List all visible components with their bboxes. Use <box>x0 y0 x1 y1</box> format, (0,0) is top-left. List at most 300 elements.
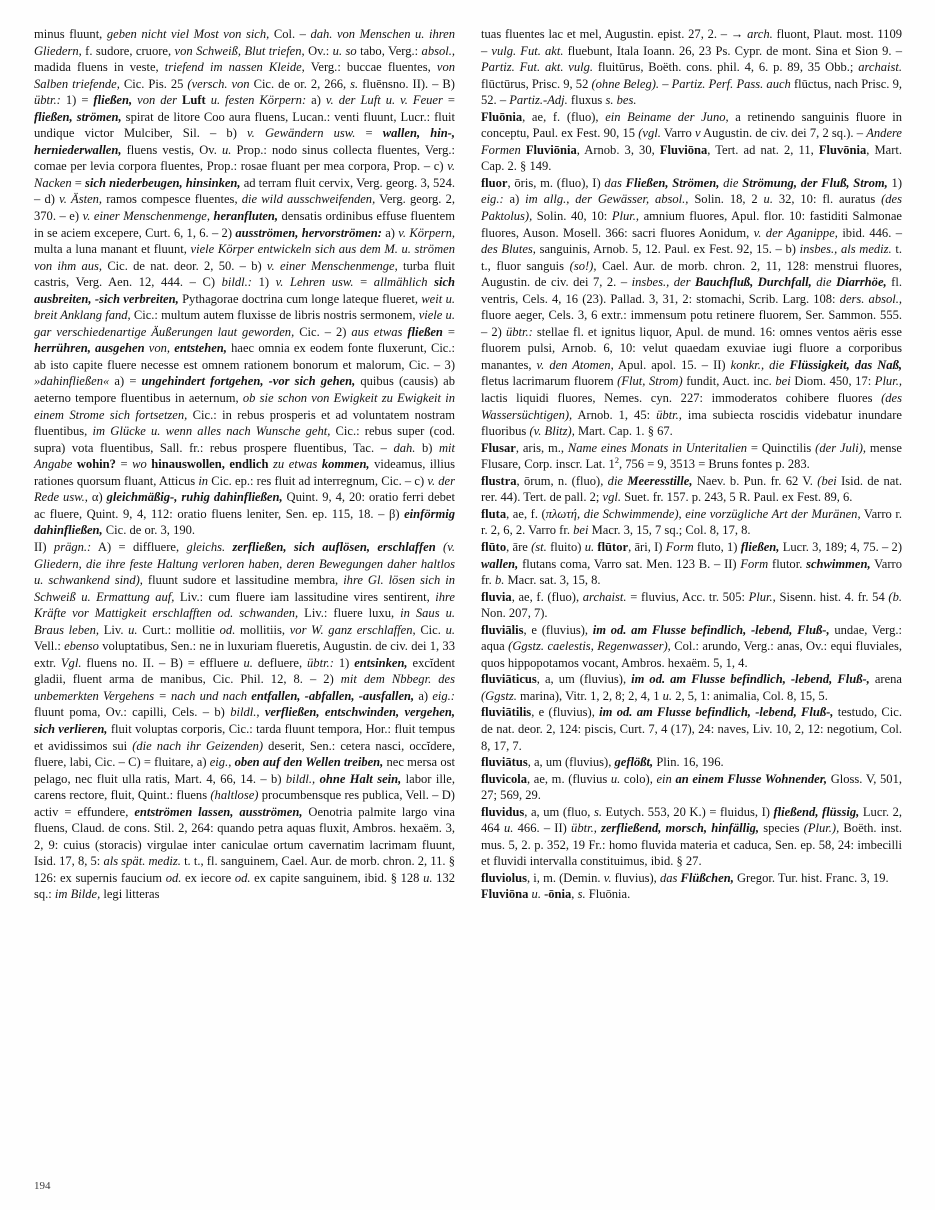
text-run: ungehindert fortgehen, -vor sich gehen, <box>141 374 356 389</box>
text-run: Col.: arundo, Verg.: anas, Ov.: equi fluviales, quos hippopotamos vocant, Ambros. hexaëm. 5, 1, 4. <box>481 639 903 670</box>
text-run: Form <box>665 539 694 554</box>
text-run: excĭdent gladii, fluent arma de manibus, Cic. Phil. 12, 8. – 2) <box>34 655 456 687</box>
text-run: viele Körper entwickeln sich aus dem M. u. strömen von ihm aus, <box>34 242 455 273</box>
text-run: stellae fl. et ignitus liquor, Apul. de mund. 16: omnes ventos aëris esse fluorem pulsi, Arnob. 6, 10: velut quaedam exuviae iugi fluore a corporibus manantes, <box>481 324 903 372</box>
text-run: wohin? <box>72 457 116 472</box>
page-number: 194 <box>34 1180 51 1192</box>
text-run: vgl. <box>602 490 622 505</box>
text-run: schwimmen, <box>806 556 871 571</box>
text-run: Cic. de or. 2, 266, <box>249 76 351 91</box>
text-run: fluont, Plaut. most. 1109 – <box>481 27 902 58</box>
text-run: bildl., <box>230 705 260 720</box>
text-run: (v. Gliedern, die ihre feste Haltung verloren haben, deren Bewegungen daher haltlos u. schwankend sind), <box>34 539 456 588</box>
text-run: Ov.: <box>304 43 333 58</box>
text-run: = <box>442 324 455 339</box>
text-run: fluviāticus <box>481 672 537 687</box>
text-run: , Tert. ad nat. 2, 11, <box>707 142 819 157</box>
text-run: weit u. breit Anklang fand, <box>34 291 455 323</box>
text-run: Fluvōnia <box>818 142 867 157</box>
text-run: fluore aeger, Cels. 3, 6 extr.: immensum potu retinere fluorem, Ser. Sammon. 555. – 2) <box>481 308 902 339</box>
dictionary-entry <box>481 804 902 870</box>
text-run: α) <box>87 490 107 505</box>
text-run: fluēnsno. II). – B) <box>358 76 455 91</box>
text-run: , āri, I) <box>628 539 666 554</box>
text-run: im od. <box>592 622 627 637</box>
text-run: labor ille, carens rectore, fluit, Quint.: fluens <box>34 771 455 803</box>
text-run: von, <box>144 341 171 356</box>
text-run: des Blutes, <box>481 242 536 257</box>
text-run: undae, Verg.: aqua <box>481 622 903 654</box>
text-run: = Quinctilis <box>747 440 816 455</box>
text-run: Suet. fr. 157. p. 243, 5 R. Paul. ex Fest. 89, 6. <box>621 490 853 505</box>
text-run: fließend, flüssig, <box>773 804 860 819</box>
text-run: = <box>71 175 86 190</box>
right-text-column <box>481 26 902 1176</box>
text-run: Varro r. r. 2, 6, 2. Varro fr. <box>481 506 902 538</box>
text-run: v. <box>603 870 612 885</box>
text-run: Strömung, der Fluß, Strom, <box>738 175 888 190</box>
text-run: legi litteras <box>100 887 160 902</box>
text-run: fluxus <box>567 93 606 108</box>
text-run: Cic. de nat. deor. 2, 50. – b) <box>102 258 267 273</box>
text-run: Cic. – 2) <box>294 324 352 339</box>
text-run: u. <box>128 622 138 637</box>
text-run: mollitiis, <box>235 622 290 637</box>
text-run: mit Angabe <box>34 440 455 472</box>
left-text-column <box>34 26 455 1176</box>
text-run: 1) <box>887 175 903 190</box>
text-run: Varro fr. <box>481 556 902 588</box>
text-run: zerfließen, sich auflösen, erschlaffen <box>225 539 436 554</box>
dictionary-entry <box>481 671 902 704</box>
text-run: densatis ordinibus effuse fluentem in se aciem excepere, Curt. 6, 1, 6. – 2) <box>34 209 455 240</box>
text-run: (versch. von <box>187 76 250 91</box>
dictionary-entry <box>481 26 902 109</box>
text-run: s. bes. <box>605 93 637 108</box>
text-run: prägn.: <box>53 539 92 554</box>
text-run: aus etwas <box>351 324 403 339</box>
text-run: in <box>198 473 209 488</box>
text-run: Diarrhöe, <box>831 275 887 290</box>
text-run: spirat de litore Coo aura fluens, Lucan.: venti fluunt, Lucr.: fluit undique victor Mulciber, Sil. – b) <box>34 109 456 141</box>
text-run: Cic.: in rebus prosperis et ad voluntatem nostram fluentibus, <box>34 407 456 439</box>
text-run: a) <box>503 192 526 207</box>
text-run: entstehen, <box>170 341 227 356</box>
text-run: archaist. <box>858 60 902 75</box>
text-run: , ae, m. (fluvius <box>527 771 611 786</box>
text-run: Macr. sat. 3, 15, 8. <box>504 573 601 588</box>
text-run: Isid. de nat. rer. 44). Tert. de pall. 2; <box>481 473 902 505</box>
text-run: Luft <box>182 93 206 108</box>
text-run: (haltlose) <box>210 788 259 803</box>
text-run: Fluōnia <box>481 109 523 124</box>
text-run: marina), Vitr. 1, 2, 8; 2, 4, 1 <box>516 688 663 703</box>
text-run: sanguinis, Arnob. 5, 12. Paul. ex Fest. 92, 15. – b) <box>535 242 800 257</box>
text-run: defluere, <box>252 655 308 670</box>
text-run: flūctus, nach Prisc. 9, 52. – <box>481 76 902 108</box>
dictionary-entry <box>481 440 902 473</box>
text-run: v. Ästen, <box>59 192 103 207</box>
text-run: videamus, illius rationes quorsum fluant, Atticus <box>34 457 455 488</box>
text-run: amnium fluores, Apul. flor. 10: fastiditi Salmonae fluores, Auson. Mosell. 366: sacri fluores Aonidum, <box>481 209 902 240</box>
text-run: fletus lacrimarum fluorem <box>481 374 618 389</box>
text-run: heranfluten, <box>209 209 278 224</box>
text-run: , ōris, m. (fluo), I) <box>507 175 605 190</box>
text-run: zu etwas <box>268 457 318 472</box>
text-run: zerfließend, morsch, hinfällig, <box>596 821 760 836</box>
text-run: Augustin. de civ. dei 7, 2 sq.). – <box>700 126 867 141</box>
text-run: u. <box>243 655 253 670</box>
text-run: fundit, Auct. inc. <box>682 374 776 389</box>
dictionary-entry <box>481 771 902 804</box>
text-run: am Flusse befindlich, -lebend, Fluß-, <box>665 672 870 687</box>
text-run: fließen <box>402 324 443 339</box>
text-run: 2, 5, 1: animalia, Col. 8, 15, 5. <box>672 688 828 703</box>
text-run: ex capite sanguinem, ibid. § 128 <box>250 870 424 885</box>
text-run: hinauswollen, endlich <box>146 457 269 472</box>
text-run: species <box>759 821 804 836</box>
text-run: , <box>571 887 578 902</box>
text-run: 1) = <box>60 93 94 108</box>
text-run: Partiz. Fut. akt. vulg. <box>481 60 594 75</box>
text-run: fließen, <box>740 539 780 554</box>
text-run: herrühren, ausgehen <box>34 341 145 356</box>
text-run: Lucr. 2, 464 <box>481 804 903 836</box>
text-run: fluens no. II. – B) = effluere <box>81 655 244 670</box>
text-run: 32, 10: fl. auratus <box>772 192 882 207</box>
text-run: a) = <box>109 374 142 389</box>
text-run: u. <box>423 870 433 885</box>
text-run: entsinken, <box>354 655 408 670</box>
text-run: Cic. <box>415 622 446 637</box>
text-run: (der Juli), <box>815 440 867 455</box>
text-run: od. <box>165 870 182 885</box>
dictionary-entry <box>481 886 902 903</box>
text-run: 132 sq.: <box>34 870 455 902</box>
text-run: entströmen lassen, ausströmen, <box>134 804 303 819</box>
text-run: fluviātilis <box>481 705 532 720</box>
text-run: u. <box>584 539 595 554</box>
text-run: , aris, m., <box>515 440 568 455</box>
text-run: Liv.: cum fluere iam lassitudine vires sentirent, <box>174 589 436 604</box>
text-run: von der <box>132 93 182 108</box>
text-run: voluptatibus, Sen.: ne in luxuriam flueretis, Augustin. de civ. dei 1, 33 extr. <box>34 639 455 670</box>
text-run: fluvicola <box>481 771 528 786</box>
text-run: t. t., fl. sanguinem, Cael. Aur. de morb. chron. 2, 11. § 126: ex supernis faucium <box>34 854 455 885</box>
text-run: , a, um (fluvius), <box>527 755 615 770</box>
text-run: , ae, f. ( <box>506 506 546 521</box>
text-run: vulg. Fut. akt. <box>491 43 564 58</box>
text-run: Solin. 18, 2 <box>688 192 764 207</box>
text-run: deserit, Sen.: cetera nasci, occĭdere, fluere, labi, Cic. – C) = fluitare, a) <box>34 738 455 770</box>
text-run: von Salben triefende, <box>34 60 455 91</box>
text-run: arch. <box>747 27 773 41</box>
text-run: u. <box>221 142 232 157</box>
text-run: Liv.: fluere luxu, <box>298 606 401 621</box>
text-run: u. <box>528 887 541 902</box>
text-run: haec omnia ex eodem fonte fluxerunt, Cic.: ab isto capite fluere necesse est omnem rationem bonorum et malorum, Cic. – 3) <box>34 341 456 372</box>
text-run: Macr. 3, 15, 7 sq.; Col. 8, 17, 8. <box>588 523 751 538</box>
text-run: einförmig dahinfließen, <box>34 506 455 538</box>
text-run: übtr., <box>656 407 682 422</box>
text-run: (bei <box>817 473 837 488</box>
text-run: Col. – <box>269 27 311 41</box>
text-run: (v. Blitz), <box>529 424 575 439</box>
text-run: eig.: <box>481 192 504 207</box>
text-run: die <box>811 275 832 290</box>
text-run: Bauchfluß, Durchfall, <box>690 275 812 290</box>
text-run: v. Gewändern usw. <box>247 126 356 141</box>
text-run: (ohne Beleg). – Partiz. Perf. Pass. auch <box>591 76 791 91</box>
text-run: die <box>607 473 624 488</box>
text-run: II) <box>34 539 54 554</box>
text-run: a retinendo sanguinis fluore in conceptu, Paul. ex Fest. 90, 15 <box>481 109 902 141</box>
text-run: tuas fluentes lac et mel, Augustin. epist. 27, 2. – → <box>481 27 748 41</box>
text-run: im od. <box>599 705 633 720</box>
text-run: fluor <box>481 175 508 190</box>
text-run: an einem Flusse Wohnender, <box>671 771 828 786</box>
text-run: , Mart. Cap. 2. § 149. <box>481 142 903 174</box>
text-run: Fließen, Strömen, <box>621 175 720 190</box>
text-run: -ōnia <box>540 887 572 902</box>
text-run: im od. <box>631 672 666 687</box>
text-run: od. <box>219 622 236 637</box>
text-run: Lucr. 3, 189; 4, 75. – 2) <box>779 539 902 554</box>
text-run: arena <box>869 672 902 687</box>
text-run: Gregor. Tur. hist. Franc. 3, 19. <box>733 870 889 885</box>
text-run: 1) <box>333 655 355 670</box>
text-run: die wild ausschweifenden, <box>241 192 376 207</box>
text-run: Arnob. 1, 45: <box>572 407 657 422</box>
text-run: Fluōnia. <box>585 887 631 902</box>
text-run: colo), <box>620 771 657 786</box>
text-run: (des Wassersüchtigen), <box>481 391 902 422</box>
dictionary-entry <box>481 754 902 771</box>
text-run: Flusar <box>481 440 516 455</box>
text-run: v. einer Menschenmenge, <box>266 258 398 273</box>
text-run: u. <box>610 771 621 786</box>
text-run: Meeresstille, <box>623 473 693 488</box>
text-run: Plin. 16, 196. <box>653 755 724 770</box>
text-run: Cic. ep.: res fluit ad interregnum, Cic. – c) <box>208 473 428 488</box>
text-run: Gloss. V, 501, 27; 569, 29. <box>481 771 902 803</box>
text-run: Flüßchen, <box>677 870 734 885</box>
text-run: entfallen, -abfallen, -ausfallen, <box>247 688 415 703</box>
text-run: übtr.: <box>34 93 61 108</box>
dictionary-entry <box>481 622 902 672</box>
text-run: ihre Kräfte vor Mattigkeit erschlafften od. schwanden, <box>34 589 455 621</box>
text-run: flutans coma, Varro sat. Men. 123 B. – II) <box>518 556 741 571</box>
text-run: , e (fluvius), <box>523 622 593 637</box>
text-run: 2 <box>614 456 619 466</box>
text-run: sich niederbeugen, hinsinken, <box>85 175 241 190</box>
text-run: Cic. Pis. 25 <box>119 76 188 91</box>
text-run: fluunt sudore et lassitudine membra, <box>142 573 344 588</box>
text-run: b. <box>494 573 505 588</box>
text-run: im Glücke u. wenn alles nach Wunsche geht, <box>92 424 331 439</box>
text-run: fl. ventris, Cels. 4, 16 (23). Pallad. 3, 31, 2: stomachi, Scrib. Larg. 108: <box>481 275 902 306</box>
text-run: , Arnob. 3, 30, <box>576 142 660 157</box>
text-run: von Schweiß, Blut triefen, <box>174 43 305 58</box>
text-run: Form <box>740 556 769 571</box>
text-run: fluito) <box>546 539 585 554</box>
text-run: fließen, <box>93 93 133 108</box>
text-run: Boëth. inst. mus. 5, 2. p. 352, 19 Fr.: homo fluvida materia et caduca, Sen. ep. 58, 24: imbecilli et fluvidi intervalla constituimus, ibid. § 27. <box>481 821 903 869</box>
text-run: (Ggstz. <box>481 688 517 703</box>
dictionary-entry <box>481 589 902 622</box>
text-run: lactis liquidi fluores, Nemes. cyn. 227: immoderatos cohibere fluores <box>481 391 882 406</box>
text-run: , a, um (fluo, <box>524 804 594 819</box>
text-run: (Flut, Strom) <box>617 374 683 389</box>
text-run: sich ausbreiten, -sich verbreiten, <box>34 275 455 306</box>
text-run: (so!), <box>569 258 597 273</box>
text-run: a) <box>414 688 433 703</box>
text-run: tabo, Verg.: <box>356 43 422 58</box>
text-run: ders. absol., <box>839 291 903 306</box>
text-run: v. der Luft u. v. Feuer <box>325 93 443 108</box>
text-run: archaist. <box>582 589 627 604</box>
text-run: insbes., der <box>631 275 691 290</box>
text-run: bildl., <box>285 771 316 786</box>
text-run: Quint. 9, 4, 20: oratio ferri debet ac fluere, Quint. 9, 4, 112: oratio fluens leniter, Sen. ep. 115, 18. – β) <box>34 490 455 521</box>
text-run: = <box>442 93 455 108</box>
text-run: , a, um (fluvius), <box>536 672 632 687</box>
text-run: das <box>659 870 678 885</box>
text-run: testudo, Cic. de nat. deor. 2, 124: piscis, Curt. 7, 4 (17), 24: naves, Liv. 10, 2, 12: negotium, Col. 8, 17, 7. <box>481 705 902 753</box>
text-run: minus fluunt, <box>34 27 107 41</box>
text-run: verfließen, entschwinden, vergehen, sich verlieren, <box>34 705 455 736</box>
text-run: in Saus u. Braus leben, <box>34 606 455 637</box>
text-run: , ae, f. (fluo), <box>522 109 606 124</box>
text-run: Apul. apol. 15. – II) <box>613 357 731 372</box>
text-run: Fluviōna <box>659 142 708 157</box>
text-run: ausströmen, hervorströmen: <box>235 225 382 240</box>
text-run: eig., <box>209 755 232 770</box>
text-run: Varro <box>660 126 695 141</box>
text-run: od. <box>234 870 251 885</box>
text-run: fluitūrus, Boëth. cons. phil. 4, 6. p. 89, 35 Obb.; <box>593 60 859 75</box>
text-run: wallen, <box>481 556 519 571</box>
text-run: fließen, strömen, <box>34 109 122 124</box>
text-run: , ae, f. (fluo), <box>511 589 583 604</box>
text-run: bei <box>573 523 589 538</box>
text-run: (die nach ihr Geizenden) <box>132 738 264 753</box>
text-run: das <box>604 175 622 190</box>
text-run: vor W. ganz erschlaffen, <box>289 622 416 637</box>
text-run: u. <box>763 192 773 207</box>
text-run: fluviātus <box>481 755 528 770</box>
text-run: Curt.: mollitie <box>137 622 220 637</box>
text-run: ramos compesce fluentes, <box>102 192 242 207</box>
text-run: = <box>353 275 374 290</box>
text-run: fluvia <box>481 589 512 604</box>
text-run: (st. <box>531 539 547 554</box>
text-run: , i, m. (Demin. <box>527 870 604 885</box>
text-run: fluunt poma, Ov.: capilli, Cels. – b) <box>34 705 231 720</box>
text-run: a) <box>381 225 399 240</box>
text-run: ohne Halt sein, <box>315 771 402 786</box>
text-run: (vgl. <box>638 126 661 141</box>
text-run: 466. – II) <box>513 821 572 836</box>
text-run: Plur., <box>611 209 640 224</box>
page-columns <box>34 26 902 1176</box>
text-run: = <box>115 457 133 472</box>
text-run: ihre Gl. lösen sich in Schweiß u. Ermattung auf, <box>34 573 455 604</box>
text-run: t. t., fluor sanguis <box>481 242 902 273</box>
dictionary-entry <box>481 704 902 754</box>
text-run: fluto, 1) <box>693 539 741 554</box>
text-run: s. <box>577 887 586 902</box>
text-run: bei <box>775 374 791 389</box>
text-run: , āre <box>506 539 532 554</box>
text-run: übtr.: <box>505 324 533 339</box>
dictionary-entry <box>481 175 902 440</box>
text-run: u. so <box>332 43 357 58</box>
text-run: »dahinfließen« <box>34 374 110 389</box>
text-run: Verg.: buccae fluentes, <box>304 60 437 75</box>
text-run: kommen, <box>317 457 370 472</box>
text-run: Vell.: <box>34 639 65 654</box>
text-run: , e (fluvius), <box>531 705 600 720</box>
text-run: am Flusse befindlich, -lebend, Fluß-, <box>626 622 830 637</box>
text-run: v. Nacken <box>34 159 455 190</box>
text-run: absol., <box>421 43 456 58</box>
text-run: ex iecore <box>181 870 235 885</box>
text-run: u. <box>504 821 514 836</box>
text-run: fluviālis <box>481 622 524 637</box>
text-run: s. <box>593 804 602 819</box>
text-run: Partiz.-Adj. <box>509 93 568 108</box>
dictionary-entry <box>481 506 902 539</box>
text-run: Solin. 40, 10: <box>532 209 612 224</box>
text-run: übtr., <box>571 821 597 836</box>
text-run: Vgl. <box>60 655 82 670</box>
text-run: ibid. 446. – <box>837 225 902 240</box>
text-run: gleichmäßig-, ruhig dahinfließen, <box>106 490 283 505</box>
text-run: Mart. Cap. 1. § 67. <box>574 424 673 439</box>
text-run: Oenotria palmite largo vina fluens, Claud. de cons. Stil. 2, 264: quando petra aquas fluxit, Ambros. hexaëm. 3, 2, 9: cuius (storacis) virgulae inter caniculae ortum cavernatim lacrimam fluunt, Isid. 17, 8, 5: <box>34 804 455 869</box>
text-run: v. der Rede usw., <box>34 473 456 505</box>
text-run: ima subiecta roscidis videbatur inundare fluoribus <box>481 407 902 439</box>
text-run: wallen, hin-, herniederwallen, <box>34 126 455 157</box>
text-run: im allg., der Gewässer, absol., <box>525 192 689 207</box>
text-run: flūctūrus, Prisc. 9, 52 <box>481 76 592 91</box>
text-run: flutor. <box>768 556 807 571</box>
text-run: Name eines Monats in Unteritalien <box>567 440 748 455</box>
text-run: als spät. mediz. <box>103 854 181 869</box>
text-run: allmählich <box>373 275 428 290</box>
text-run: flūtor <box>594 539 629 554</box>
text-run: ein <box>656 771 672 786</box>
text-run: madida fluens in veste, <box>34 60 165 75</box>
text-run: fluens vestis, Ov. <box>121 142 222 157</box>
text-run: Naev. b. Pun. fr. 62 V. <box>692 473 818 488</box>
text-run: Eutych. 553, 20 K.) = fluidus, I) <box>601 804 774 819</box>
text-run: v. den Atomen, <box>536 357 614 372</box>
text-run: fluviolus <box>481 870 528 885</box>
text-run: flūto <box>481 539 507 554</box>
text-run: s. <box>350 76 359 91</box>
text-run: Fluviōna <box>481 887 529 902</box>
text-run: nec mersa ost pelago, nec fluit ulla ratis, Mart. 4, 66, 14. – b) <box>34 755 455 786</box>
text-run: viele u. gar verschiedenartige Äußerungen laut geworden, <box>34 308 455 339</box>
text-run: Cael. Aur. de morb. chron. 2, 11, 128: menstrui fluores, Augustin. de civ. dei 7, 2. – <box>481 258 903 290</box>
text-run: = fluvius, Acc. tr. 505: <box>626 589 749 604</box>
text-run: Diom. 450, 17: <box>790 374 875 389</box>
text-run: Cic. de or. 3, 190. <box>102 523 196 538</box>
text-run: v <box>694 126 701 141</box>
text-run: Prop.: nodo sinus collecta fluentes, Verg.: comae per levia corpora fluentes, Prop.: rosae fluant per mea corpora, Prop. – c) <box>34 142 455 174</box>
